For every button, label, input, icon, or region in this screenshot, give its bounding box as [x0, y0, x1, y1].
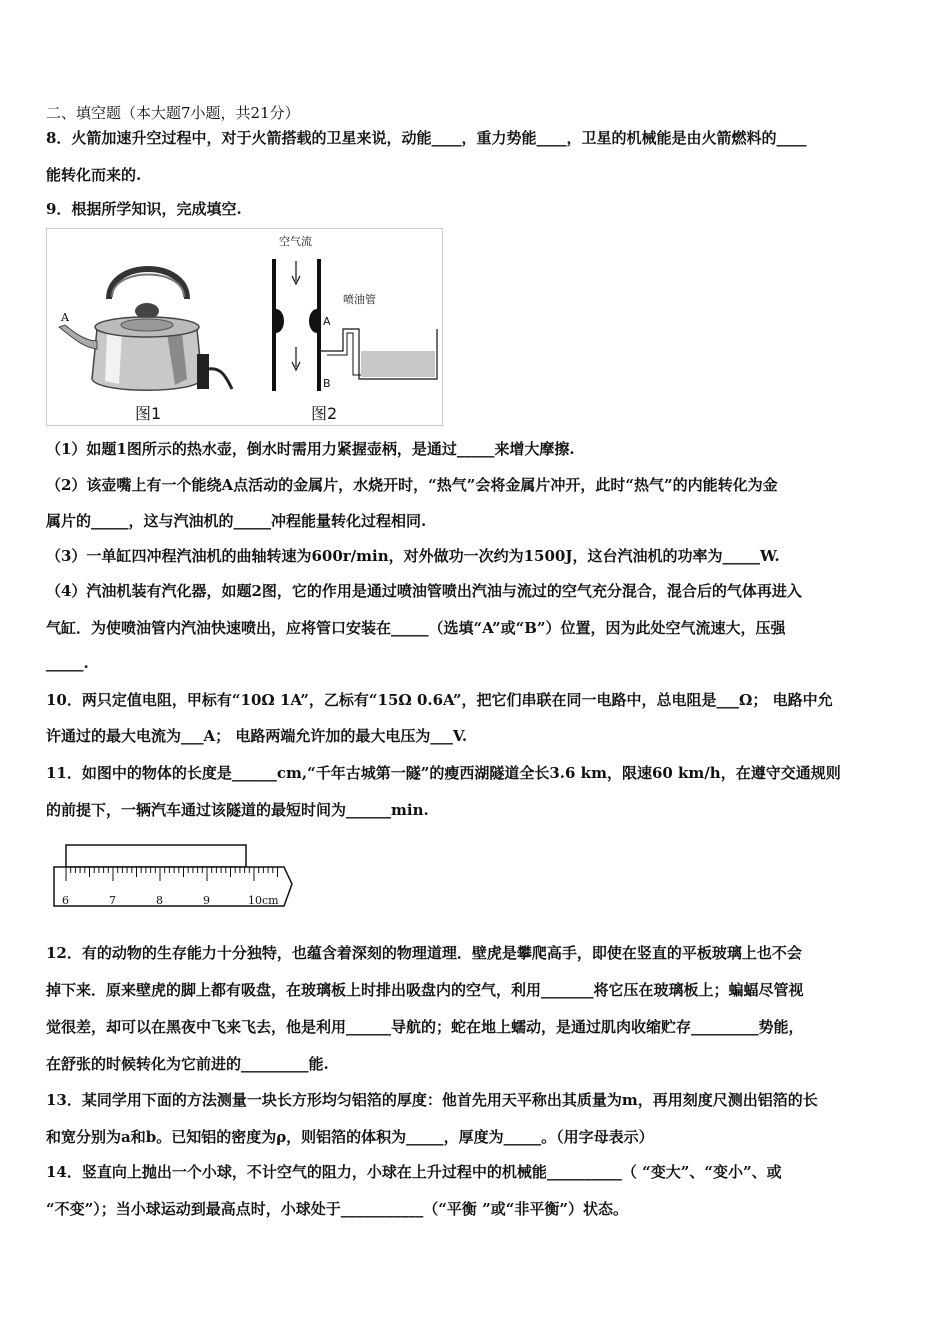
question-14-line-2: “不变”）；当小球运动到最高点时，小球处于___________（“平衡 ”或“非平衡”）状态。	[46, 1200, 628, 1218]
question-11-line-1: 11．如图中的物体的长度是______cm,“千年古城第一隧”的瘦西湖隧道全长3.6 km，限速60 km/h，在遵守交通规则	[46, 764, 841, 782]
question-9-figures	[46, 228, 443, 426]
ruler-tick-label: 8	[156, 894, 163, 907]
question-9-part-2-line-1: （2）该壶嘴上有一个能绕A点活动的金属片，水烧开时，“热气”会将金属片冲开，此时“热气”的内能转化为金	[46, 476, 778, 494]
question-9-title: 9．根据所学知识，完成填空.	[46, 200, 242, 218]
ruler-tick-label: 7	[109, 894, 116, 907]
question-13-line-1: 13．某同学用下面的方法测量一块长方形均匀铝箔的厚度：他首先用天平称出其质量为m，再用刻度尺测出铝箔的长	[46, 1091, 818, 1109]
label-a: A	[323, 315, 331, 328]
kettle-and-carburetor-figure	[47, 229, 442, 425]
figure1-caption: 图1	[135, 404, 162, 423]
ruler-tick-label: 6	[62, 894, 69, 907]
question-12-line-2: 掉下来．原来壁虎的脚上都有吸盘，在玻璃板上时排出吸盘内的空气，利用_______将它压在玻璃板上；蝙蝠尽管视	[46, 981, 804, 999]
question-9-part-4-line-1: （4）汽油机装有汽化器，如题2图，它的作用是通过喷油管喷出汽油与流过的空气充分混合，混合后的气体再进入	[46, 582, 802, 600]
question-13-line-2: 和宽分别为a和b。已知铝的密度为ρ，则铝箔的体积为_____，厚度为_____。（用字母表示）	[46, 1128, 654, 1146]
question-12-line-3: 觉很差，却可以在黑夜中飞来飞去，他是利用______导航的；蛇在地上蠕动，是通过肌肉收缩贮存_________势能，	[46, 1018, 804, 1036]
question-9-part-4-line-3: _____.	[46, 654, 89, 672]
question-9-part-4-line-2: 气缸．为使喷油管内汽油快速喷出，应将管口安装在_____（选填“A”或“B”）位置，因为此处空气流速大，压强	[46, 619, 786, 637]
question-8-line-2: 能转化而来的.	[46, 166, 142, 184]
question-11-line-2: 的前提下，一辆汽车通过该隧道的最短时间为______min.	[46, 801, 429, 819]
question-8-line-1: 8．火箭加速升空过程中，对于火箭搭载的卫星来说，动能____，重力势能____，卫星的机械能是由火箭燃料的____	[46, 129, 807, 147]
question-14-line-1: 14．竖直向上抛出一个小球，不计空气的阻力，小球在上升过程中的机械能__________（ “变大”、“变小”、或	[46, 1163, 782, 1181]
question-9-part-1: （1）如题1图所示的热水壶，倒水时需用力紧握壶柄，是通过_____来增大摩擦.	[46, 440, 575, 458]
figure2-caption: 图2	[311, 404, 338, 423]
label-b: B	[323, 377, 331, 390]
measured-object	[66, 845, 246, 867]
question-12-line-1: 12．有的动物的生存能力十分独特，也蕴含着深刻的物理道理．壁虎是攀爬高手，即使在竖直的平板玻璃上也不会	[46, 944, 802, 962]
kettle-label-a: A	[61, 311, 69, 324]
question-10-line-2: 许通过的最大电流为___A； 电路两端允许加的最大电压为___V.	[46, 727, 468, 745]
question-12-line-4: 在舒张的时候转化为它前进的_________能.	[46, 1055, 329, 1073]
ruler-tick-label: 9	[203, 894, 210, 907]
ruler-tick-label: 10cm	[248, 894, 279, 907]
question-9-part-2-line-2: 属片的_____，这与汽油机的_____冲程能量转化过程相同.	[46, 512, 427, 530]
section-title: 二、填空题（本大题7小题，共21分）	[46, 104, 300, 122]
ruler-figure	[52, 840, 297, 912]
carburetor-illustration	[274, 234, 437, 423]
air-flow-label: 空气流	[279, 235, 312, 248]
question-9-part-3: （3）一单缸四冲程汽油机的曲轴转速为600r/min，对外做功一次约为1500J，这台汽油机的功率为_____W.	[46, 547, 780, 565]
nozzle-label: 喷油管	[343, 293, 376, 306]
kettle-illustration	[59, 269, 232, 423]
question-10-line-1: 10．两只定值电阻，甲标有“10Ω 1A”，乙标有“15Ω 0.6A”，把它们串联在同一电路中，总电阻是___Ω； 电路中允	[46, 691, 833, 709]
ruler-illustration	[52, 840, 297, 912]
